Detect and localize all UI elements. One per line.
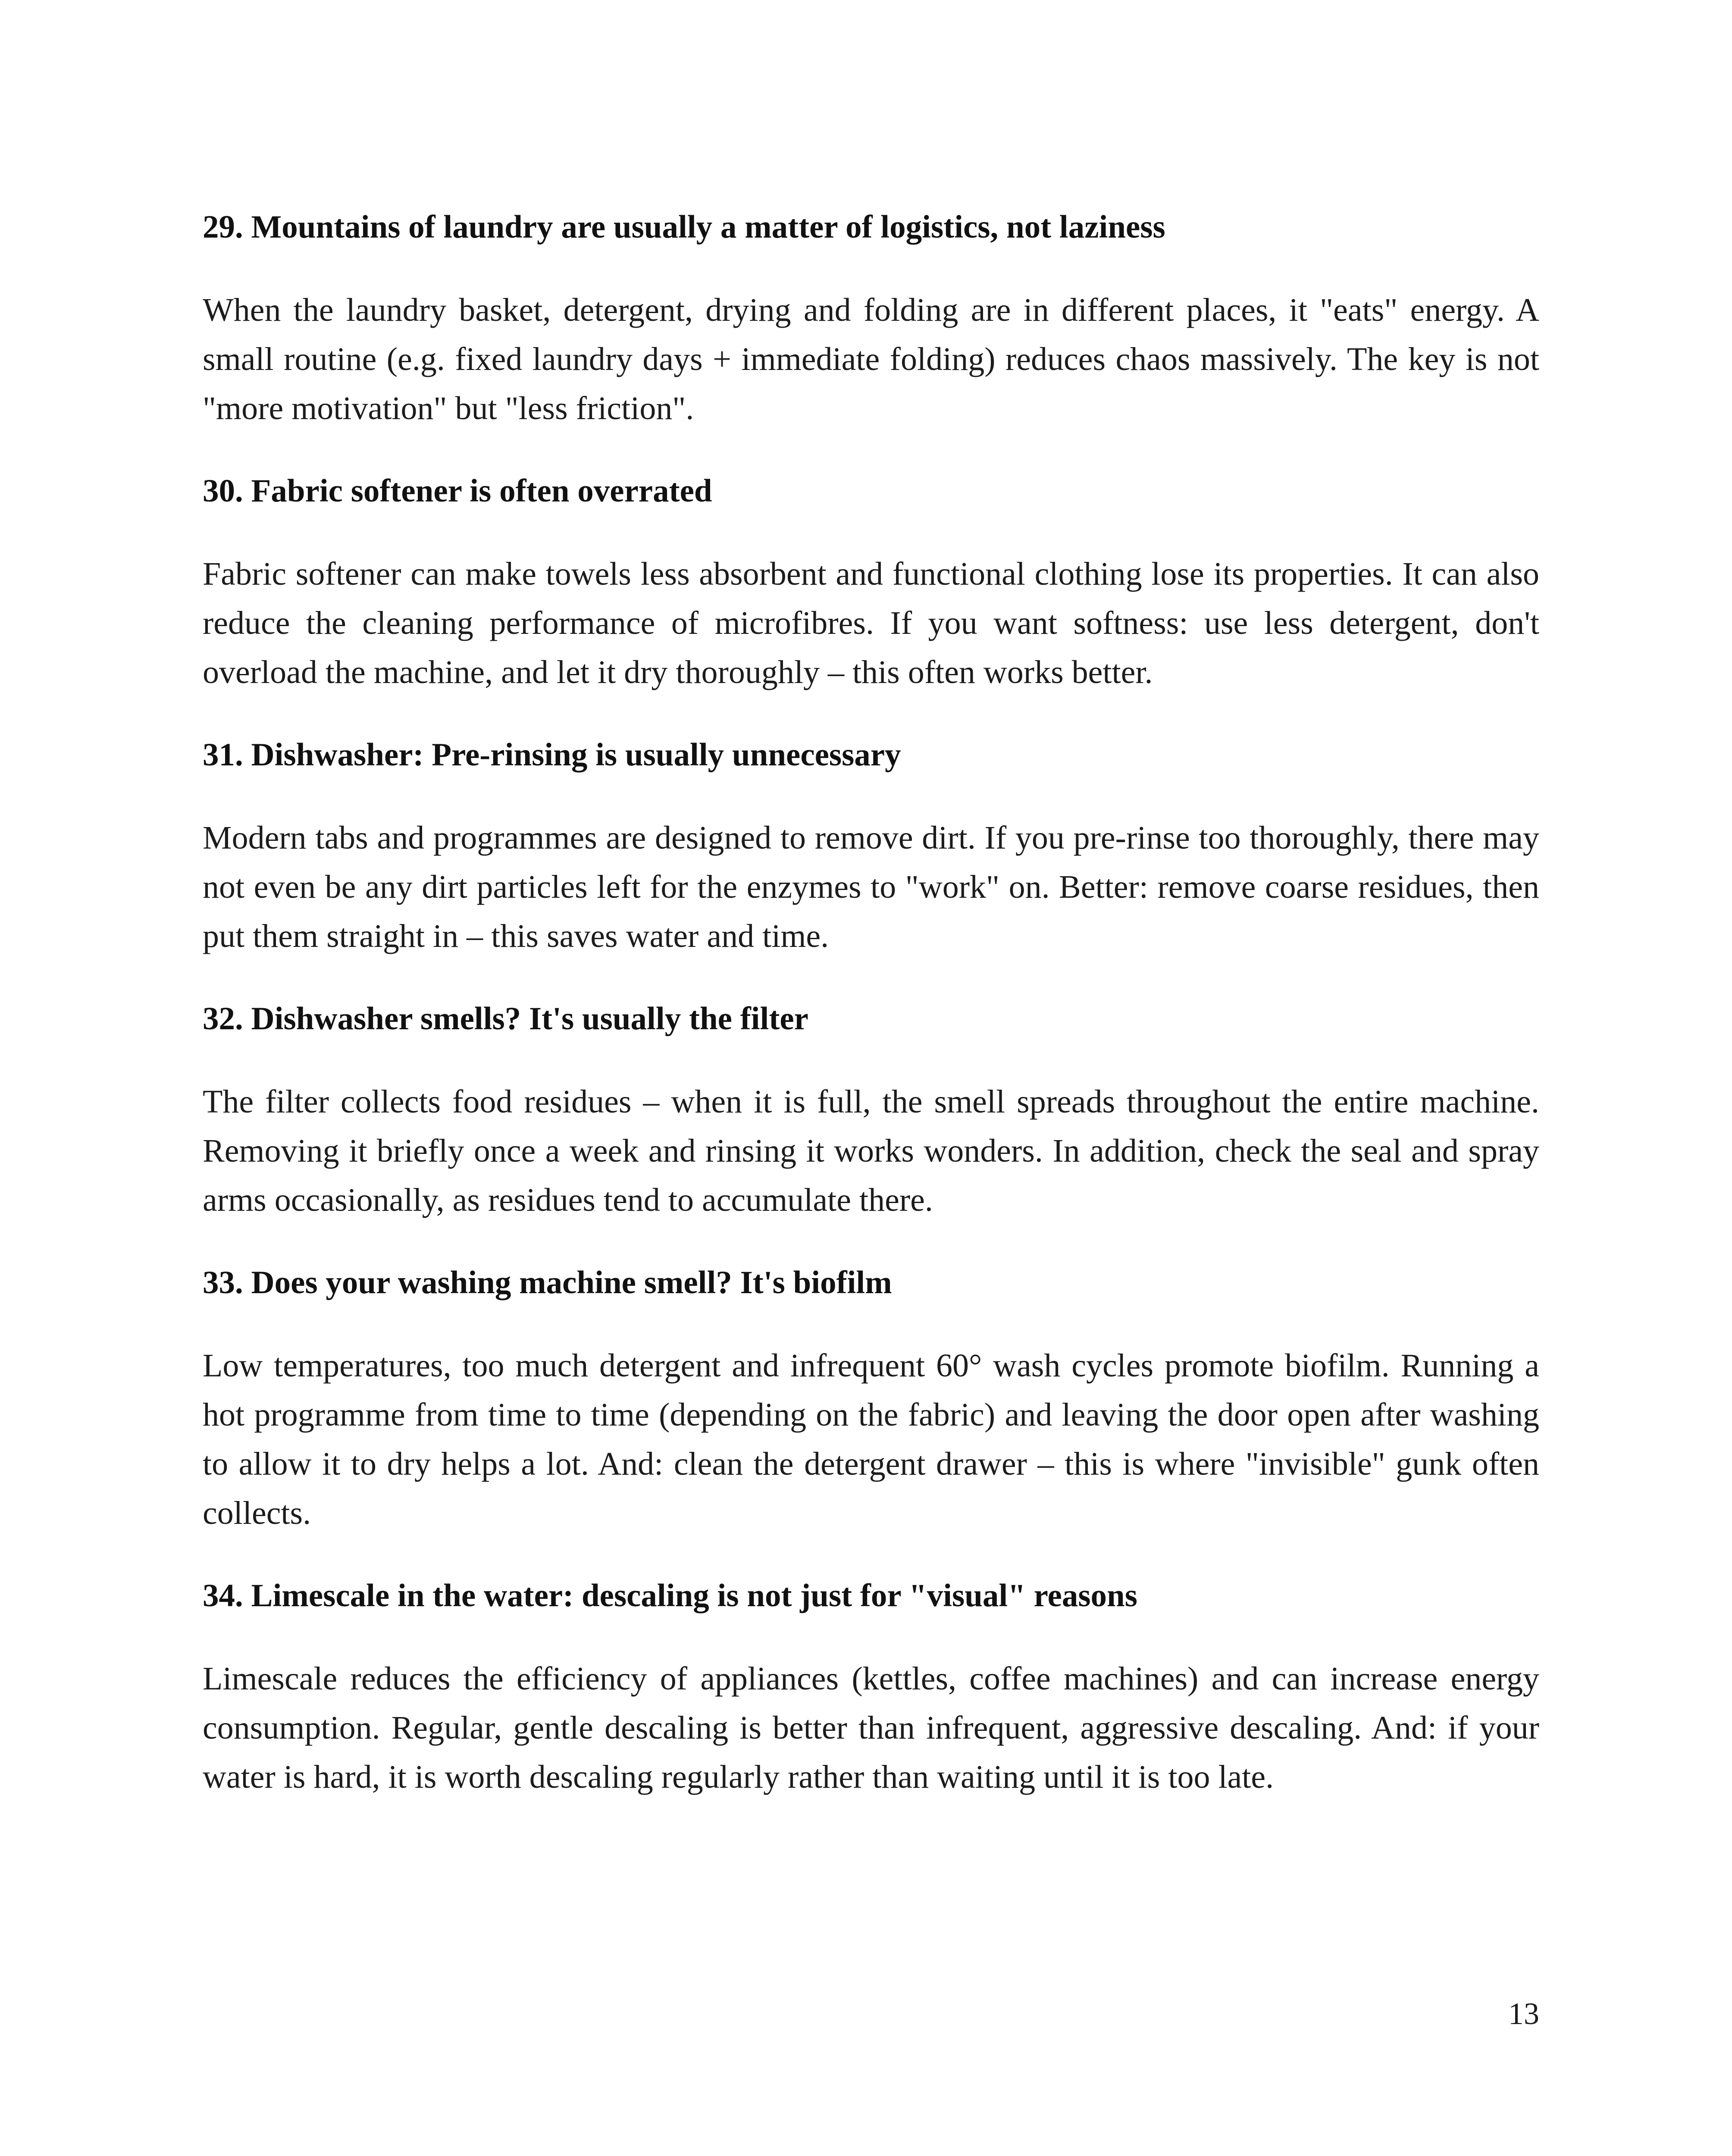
tip-heading: 29. Mountains of laundry are usually a matter of logistics, not laziness (203, 209, 1165, 245)
page-number: 13 (1508, 1996, 1539, 2031)
tip-heading: 30. Fabric softener is often overrated (203, 473, 712, 509)
page-content (203, 203, 1539, 1835)
tip-body: When the laundry basket, detergent, drying and folding are in different places, it "eats" energy. A small routine (e.g. fixed laundry days + immediate folding) reduces chaos massively. The key is not "more motivation" but "less friction". (203, 292, 1539, 426)
tip-31 (203, 730, 1539, 961)
tip-33 (203, 1258, 1539, 1538)
tip-body: Fabric softener can make towels less absorbent and functional clothing lose its properties. It can also reduce the cleaning performance of microfibres. If you want softness: use less detergent, don't overload the machine, and let it dry thoroughly – this often works better. (203, 556, 1539, 690)
tip-body: Modern tabs and programmes are designed to remove dirt. If you pre-rinse too thoroughly, there may not even be any dirt particles left for the enzymes to "work" on. Better: remove coarse residues, then put them straight in – this saves water and time. (203, 820, 1539, 954)
tip-body: Low temperatures, too much detergent and infrequent 60° wash cycles promote biofilm. Running a hot programme from time to time (depending on the fabric) and leaving the door open after washing to allow it to dry helps a lot. And: clean the detergent drawer – this is where "invisible" gunk often collects. (203, 1348, 1539, 1531)
tip-32 (203, 994, 1539, 1225)
tip-heading: 33. Does your washing machine smell? It's biofilm (203, 1265, 892, 1300)
tip-heading: 32. Dishwasher smells? It's usually the filter (203, 1001, 808, 1037)
tip-body: Limescale reduces the efficiency of appliances (kettles, coffee machines) and can increase energy consumption. Regular, gentle descaling is better than infrequent, aggressive descaling. And: if your water is hard, it is worth descaling regularly rather than waiting until it is too late. (203, 1661, 1539, 1795)
tip-heading: 34. Limescale in the water: descaling is not just for "visual" reasons (203, 1578, 1137, 1614)
tip-30 (203, 467, 1539, 697)
tip-29 (203, 203, 1539, 433)
tip-heading: 31. Dishwasher: Pre-rinsing is usually unnecessary (203, 737, 901, 773)
tip-34 (203, 1571, 1539, 1802)
tip-body: The filter collects food residues – when it is full, the smell spreads throughout the entire machine. Removing it briefly once a week and rinsing it works wonders. In addition, check the seal and spray arms occasionally, as residues tend to accumulate there. (203, 1084, 1539, 1218)
